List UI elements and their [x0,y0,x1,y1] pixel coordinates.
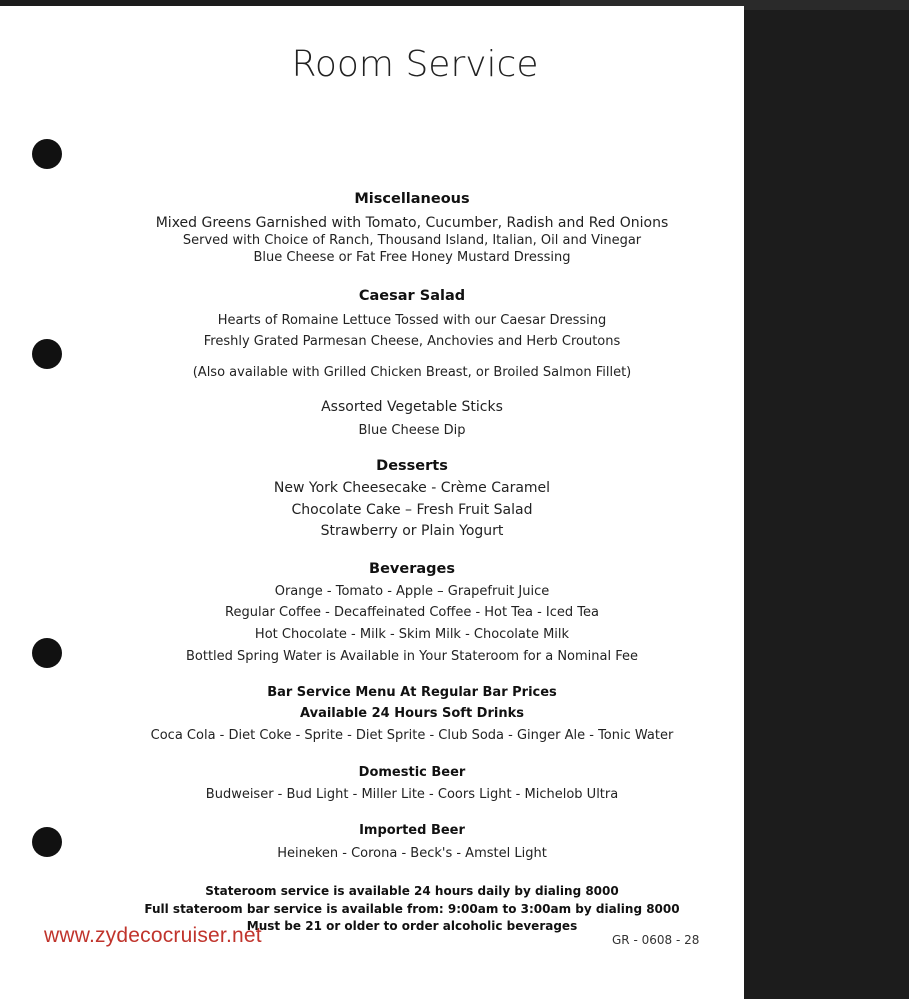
caesar-line-3: (Also available with Grilled Chicken Breast, or Broiled Salmon Fillet) [192,365,632,380]
imported-line-1: Heineken - Corona - Beck's - Amstel Light [277,846,547,861]
domestic-heading: Domestic Beer [358,765,466,780]
bar-heading-1: Bar Service Menu At Regular Bar Prices [267,685,557,700]
footer-line-2: Full stateroom bar service is available from: 9:00am to 3:00am by dialing 8000 [144,902,680,916]
beverages-line-3: Hot Chocolate - Milk - Skim Milk - Chocolate Milk [254,627,570,642]
form-code: GR - 0608 - 28 [612,933,700,947]
vegetables-line-1: Assorted Vegetable Sticks [321,399,503,415]
domestic-line-1: Budweiser - Bud Light - Miller Lite - Coors Light - Michelob Ultra [205,787,619,802]
caesar-line-2: Freshly Grated Parmesan Cheese, Anchovies and Herb Croutons [203,334,621,349]
beverages-line-1: Orange - Tomato - Apple – Grapefruit Juice [274,584,550,599]
footer-line-1: Stateroom service is available 24 hours daily by dialing 8000 [205,884,619,898]
miscellaneous-line-2: Served with Choice of Ranch, Thousand Island, Italian, Oil and Vinegar [182,233,642,248]
watermark: www.zydecocruiser.net [44,924,262,947]
binder-hole-1 [32,139,62,169]
footer-line-3: Must be 21 or older to order alcoholic beverages [246,919,578,933]
page-title: Room Service [291,44,539,85]
caesar-line-1: Hearts of Romaine Lettuce Tossed with our Caesar Dressing [217,313,607,328]
miscellaneous-line-1: Mixed Greens Garnished with Tomato, Cucumber, Radish and Red Onions [155,215,669,231]
beverages-line-2: Regular Coffee - Decaffeinated Coffee - Hot Tea - Iced Tea [225,605,599,620]
vegetables-line-2: Blue Cheese Dip [358,423,466,438]
desserts-line-3: Strawberry or Plain Yogurt [320,523,504,539]
bar-line-1: Coca Cola - Diet Coke - Sprite - Diet Sprite - Club Soda - Ginger Ale - Tonic Water [150,728,674,743]
beverages-line-4: Bottled Spring Water is Available in Your Stateroom for a Nominal Fee [185,649,638,664]
desserts-line-2: Chocolate Cake – Fresh Fruit Salad [291,502,533,518]
miscellaneous-line-3: Blue Cheese or Fat Free Honey Mustard Dressing [253,250,571,265]
beverages-heading: Beverages [369,561,455,577]
bar-heading-2: Available 24 Hours Soft Drinks [300,706,524,721]
desserts-heading: Desserts [376,458,448,474]
miscellaneous-heading: Miscellaneous [354,191,470,207]
imported-heading: Imported Beer [359,823,465,838]
desserts-line-1: New York Cheesecake - Crème Caramel [273,480,551,496]
caesar-heading: Caesar Salad [358,288,466,304]
